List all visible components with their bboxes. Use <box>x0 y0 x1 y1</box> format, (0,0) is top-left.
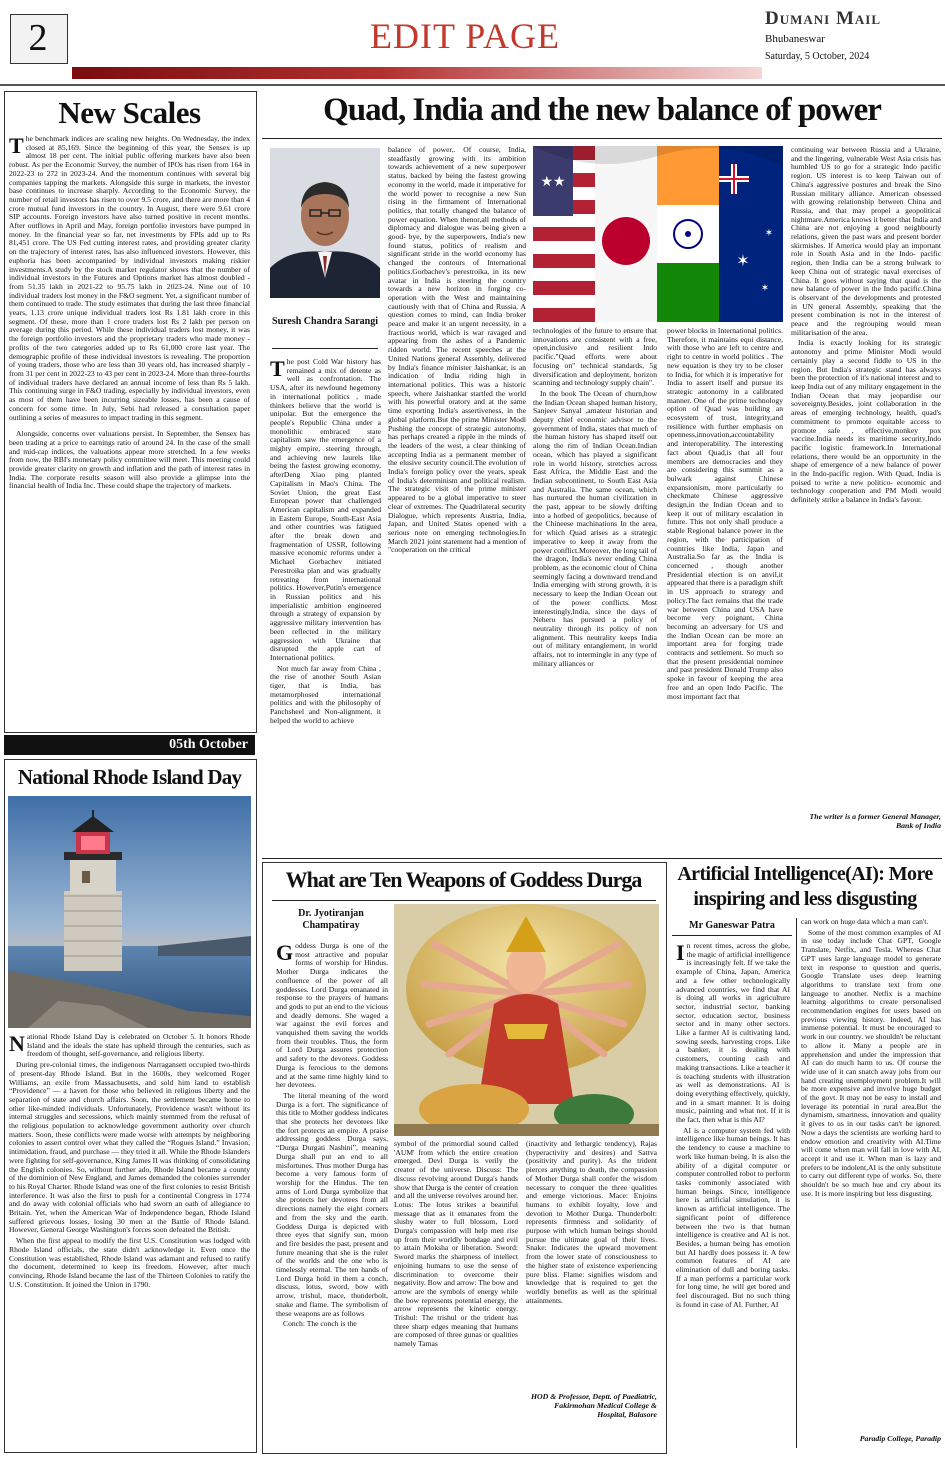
dropcap: T <box>9 135 24 158</box>
durga-author: Dr. Jyotiranjan Champatiray <box>298 908 364 931</box>
paragraph: India is exactly looking for its strategic autonomy and prime Minister Modi would certainly play a second fiddle to US in the region. But India's strategic stand has always been the protection of it's national interest and to keep India out of any military engagement in the Indian Ocean that may jeopardise our sovereignty.Besides, joint collaboration in the areas of emerging technology, health, quad's commitment to promote equitable access to promote safe , effective,monkey pox vaccine.India needs its maritime security,Indo pacific logistic framework.In International relations, there would be an opportunity in the shape of emergence of a new balance of power in the Indo-pacific region. With Quad, India is poised to write a new politico- economic and technology cooperation and PM Modi would definitely strike a balance in India's favour. <box>791 338 941 505</box>
rhode-title: National Rhode Island Day <box>17 765 242 789</box>
durga-headline: What are Ten Weapons of Goddess Durga <box>285 867 642 892</box>
dropcap: G <box>276 942 294 965</box>
svg-text:★★: ★★ <box>540 174 566 190</box>
rule <box>796 918 797 1448</box>
quad-headline: Quad, India and the new balance of power <box>323 92 881 128</box>
quad-col-1 <box>270 358 381 854</box>
dropcap: T <box>270 358 285 381</box>
durga-credit: HOD & Professor, Deptt. of Paediatric, Fakirmohan Medical College & Hospital, Balasore <box>530 1392 657 1419</box>
durga-col-3 <box>526 1140 657 1380</box>
svg-text:✶: ✶ <box>760 283 770 294</box>
paragraph: When the first appeal to modify the first U.S. Constitution was lodged with Rhode Island officials, the state didn't acknowledge it. Even once the Constitution was established, Rhode Island was adamant and refused to ratify the document, determined to keep its freedom. However, after much convincing, Rhode Island became the last of the Thirteen Colonies to ratify the U.S. Constitution. It joined the Union in 1790. <box>9 1236 250 1289</box>
paragraph: he post Cold War history has remained a mix of detente as well as confrontation. The USA, after its newfound hegemony in international politics , made thinkers believe that the world is unipolar. But the emergence the people's Republic China under a monolithic embraced state capitalism saw the emergence of a mighty empire, steering through, and achieving new laurels like being the fastest growing economy, afterDeng Xiao ping planted Capitalism in Mao's China. The Soviet Union, the great East European power that challenged American capitalism and expanded in Eastern Europe, South-East Asia and other countries was fatigued after the break down and fragmentation of USSR, following massive economic reforms under a Michael Gorbachev initiated Perestroika plan and was gradually retreating from international politics. However,Putin's emergence in Russian politics and his imperialistic ambition engineered through a strategy of expansion by aggressive military intervention has been reflected in the military aggression with Ukraine that disrupted the apple cart of International politics. <box>270 358 381 662</box>
india-flag <box>657 146 719 322</box>
ai-headline: Artificial Intelligence(AI): More inspiring and less disgusting <box>677 863 933 910</box>
rule <box>272 348 378 349</box>
svg-text:✶: ✶ <box>764 228 774 239</box>
paragraph: balance of power,. Of course, India, steadfastly growing with its ambition towards achievement of a new superpower status, backed by being the fastest growing economy in the world, made it imperative for the world power to recognise a new Sun rising in the firmament of International politics, that totally changed the balance of power equation. When thenor,all methods of diplomacy and dialogue was being given a good- bye, by the superpowers, India's new found status, politics of realism and significant stride in the world economy has changed the contours of International politics.Gorbachev's perestroika, in its new avatar in India is steering the country towards a new horizon in forging co-operation with the West and maintaining cautiously with that of China and Russia. A question comes to mind, can India broker peace and make it an urgent necessity, in a fractious world, which is war ravaged and appearing from the ashes of a Pandemic ridden world. The recent speeches at the United Nations general Assembly, delivered by India's finance minister Jaishankar, is an indication of India riding high in international politics. This was a historic speech, where Jaishankar startled the world with his powerful oratory and at the same time exporting India's assertiveness, in the global platform.But the prime Minister Modi Pushing the concept of strategic autonomy, has perhaps created a ripple in the minds of the leaders of the west, a clear thinking of accepting India as a permanent member of the elusive security council.The evolution of India's foreign policy over the years, speak of India's determinism and political realism. The strategic visit of the prime minister appeared to be a global imperative to steer clear of extremes. The Quadrilateral security Dialogue, which represents Austria, India, Japan, and United States opened with a serious note on emerging technologies.In March 2021 joint statement had a mention of "cooperation on the critical <box>388 146 526 555</box>
paragraph: continuing war between Russia and a Ukraine, and the lingering, vulnerable West Asia crisis has humbled US to go for a strategic Indo pacific region. US interest is to keep Taiwan out of China's aggressive postures and break the Sino Russian military alliance. American obsessed with growing relationship between China and Russia, and that may propel a geopolitical nightmare.America knows it better that India and China are not enjoying a good neighbourly relations, given the past wars and present border skirmishes. If America would play an important role in South Asia and in the Indo- pacific region, then India can be a strong bulwark to keep China out of strategic naval exercises of China. It goes without saying that quad is the new balance of power in the Indo pacific.China is observant of the developments and protested in UN general Assembly, speaking that the present combination is not in the interest of peace and the regrouping would mean militarisation of the area. <box>791 146 941 337</box>
paragraph: oddess Durga is one of the most attractive and popular forms of worship for Hindus. Mother Durga indicates the confluence of the power of all goddesses. Lord Durga emanated in response to the prayers of humans and gods to put an end to the vicious and deadly demons. She waged a war against the evil forces and vanquished them saving the worlds from their troubles. Thus, the form of Lord Durga assures protection and safety to the devotees. Goddess Durga is ferocious to the demons and at the same time highly kind to her devotees. <box>276 942 388 1090</box>
paragraph: AI is a computer system fed with intelligence like human beings. It has the tendency to cause a machine to work like human being. It is also the ability of a digital computer or computer controlled robot to perform tasks commonly associated with human beings. Since, intelligence here is artificial simulation, it is known as artificial intelligence. The significant point of difference between the two is that human intelligence is creative and AI is not. Besides, a human being has emotion but AI hardly does possess it. A few common features of AI are elimination of dull and boring tasks. If a man performs a particular work for long time, he will get bored and feel discouraged. But no such thing is found in case of AI. Further, AI <box>676 1125 790 1309</box>
paragraph: n recent times, across the globe, the magic of artificial intelligence is increasingly felt. If we take the example of China, Japan, America and a few other technologically advanced countries, we find that AI is doing all works in agriculture sector, industrial sector, banking sector, education sector, business sector and in many other sectors. Like a farmer AI is cultivating land, sowing seeds, harvesting crops. Like a banker, it is dealing with customers, counting cash and making transactions. Like a teacher it is teaching students with illustration as well as demonstrations. AI is doing everything effectively, quickly, and in a smart manner. It is doing music, painting and what not. If it is the fact, then what is this AI? <box>676 942 790 1125</box>
ai-credit: Paradip College, Paradip <box>859 1434 941 1443</box>
paragraph: The literal meaning of the word Durga is a fort. The significance of this title to Mother goddess indicates that she protects her devotees like the fort protects an empire. A praise addressing goddess Durga says, “Durga Durgati Nashini”, meaning Durga shall put an end to all misfortunes. Thus mother Durga has become a very famous form of worship for the Hindus. The ten arms of Lord Durga symbolize that she protects her devotees from all directions namely the eight corners and from the sky and the earth. Goddess Durga is depicted with three eyes that signify sun, moon and fire besides the past, present and future meaning that she is the ruler of the worlds and the one who is timelessly eternal. The ten hands of Lord Durga hold in them a conch, discuss, lotus, sword, bow with arrow, trishul, mace, thunderbolt, snake and flame. The symbolism of these weapons are as follows <box>276 1090 388 1318</box>
quad-author: Suresh Chandra Sarangi <box>272 316 378 327</box>
paragraph: In the book The Ocean of churn,how the Indian Ocean shaped human history, Sanjeev Sanyal ,amateur historian and deputy chief economic advisor to the government of India, states that much of the human history has shaped itself out along the rim of Indian Ocean.Indian ocean, which has played a significant role in world history, stretches across East Africa, the Middle East and the Indian subcontinent, to South East Asia and Australia. The same ocean, which has nurtured the human civilization in the past, appear to be slowly drifting into a hotbed of geopolitics, because of the Chineese machinations In the area, for which Quad arises as a strategic imperative to keep it away from the power conflict.Moreover, the long tail of the dragon, India's never ending China problem, as the economic clout of China seemingly facing a downward trend.and India emerging with strong growth, it is necessary to keep the Indian Ocean out of the power conflicts. Most interestingly,India, since the days of Neheru has pursued a policy of neutrality through its policy of non alignment. This neutrality keeps India out of military entanglement, in world affairs, not to intermingle in any type of military alliances or <box>533 388 657 668</box>
paragraph: he benchmark indices are scaling new heights. On Wednesday, the index closed at 85,169. Since the beginning of this year, the Sensex is up almost 18 per cent. The initial public offering markets have also been robust. As per the Economic Survey, the number of IPOs has risen from 164 in 2022-23 to 272 in 2023-24. And the momentum continues with several big companies tapping the markets. Alongside this surge in markets, the investor base continues to increase sharply. According to the Economic Survey, the number of retail investors has risen to over 9.5 crore, and there are more than 4 crore mutual fund investors in the country. In August, there were 9.61 crore SIP accounts. Foreign investors have also turned positive in recent months. After outflows in April and May, foreign portfolio investors have pumped in money. In the financial year so far, net investments by FPIs add up to Rs 81,451 crore. The US Fed cutting interest rates, and providing greater clarity on the trajectory of interest rates, has also influenced investors. However, this euphoria has been accompanied by individual investors making riskier investments.A study by the stock market regulator shows that the number of individual investors in the Futures and Options market has almost doubled - from 51.35 lakh in 2021-22 to 95.75 lakh in 2023-24. Nine out of 10 individual traders lost money in the F&O segment. Yet, a significant number of them continued to trade. The study estimates that during the last three financial years, 1.13 crore unique individual traders lost Rs 1.81 lakh crore in this segment. Of these, more than 1 crore traders lost Rs 2 lakh per person on average during this period. While these individual traders lost money, it was the foreign portfolio investors and the proprietary traders who made money - profits of the two categories added up to Rs 61,000 crore last year. The demographic profile of these individual investors is revealing. The proportion of young traders, those who are less than 30 years old, has increased sharply - from 31 per cent in 2022-23 to 43 per cent in 2023-24. More than three-fourths of individual traders have declared an annual income of less than Rs 5 lakh. This continuing surge in F&O trading, especially by individual investors, even as most of them have been incurring sizeable losses, has been a cause of concern for some time. In July, Sebi had released a consultation paper outlining a series of measures to impact trading in this segment. <box>9 135 250 422</box>
ai-col-2 <box>801 918 941 1426</box>
paragraph: Not much far away from China , the rise of another South Asian tiger, that is India, has metamorphosed international politics and with the philosophy of Panchsheel and Non-alignment, it helped the world to achieve <box>270 663 381 725</box>
new-scales-body <box>9 135 250 729</box>
durga-col-1 <box>276 942 388 1447</box>
masthead <box>0 0 945 86</box>
flags-graphic <box>533 146 783 322</box>
rhode-body <box>9 1033 250 1447</box>
us-flag <box>533 146 595 322</box>
paragraph: technologies of the future to ensure that innovations are consistent with a free, open,inclusive and resilient Indo pacific."Quad efforts were about focusing on" technical standards, 5g diversification and deployment, horizon scanning and technology supply chain". <box>533 327 657 388</box>
paragraph: Conch: The conch is the <box>283 1319 357 1329</box>
rule <box>262 858 942 859</box>
quad-flags-photo <box>533 146 783 322</box>
durga-col-2 <box>394 1140 518 1447</box>
lighthouse-photo <box>8 796 251 1028</box>
paragraph: power blocks in International politics. Therefore, it maintains equi distance, with those who are left to centre and right to centre in world politics . The new equation is they try to be closer to India, for which it is imperative for India to assert itself and pursue its strategic autonomy in a calibrated manner. One of the prime technology option of Quad was building an ecosystem of trust, integrity,and resilience with further emphasis on openness,innovation,accountability and interoperability. The interesting fact about Quad,is that all four members are democracies and they are considering this summit as a bulwark against Chinese expansionism, more particularly to checkmate Chinese aggressive design,in the Indian Ocean and to keep it out of military escalation in future. This not only shall produce a stable Regional balance power in the region, with the participation of countries like India, Japan and Australia.So far as the India is concerned , though another Presidential election is on anvil,it appeared that there is a paradigm shift in US approach to strategy and policy.The fact remains that the trade war between China and USA have become very poignant, China becoming an adversary for US and the Indian Ocean can be more an important area for forging trade contracts and settlement. So much so that the present presidential nominee and past president Donald Trump also spoke in favour of keeping the area free and an open Indo Pacific. The most important fact that <box>667 327 783 701</box>
rule <box>272 900 656 901</box>
paragraph: During pre-colonial times, the indigenous Narragansett occupied two-thirds of present-day Rhode Island. But in the 1600s, they welcomed Roger Williams, an exile from Massachusetts, and sold him land to establish “Providence” — a haven for those who believed in religious liberty and the separation of state and church affairs. Soon, the settlement became home to other like-minded individuals. Unfortunately, Providence wasn't without its internal struggles and secessions, which mainly stemmed from the refusal of the religious population to acknowledge government authority over church matters. Soon, these conflicts were made worse with attempts by neighboring colonies to assert control over what they called the “Rogues Island.” Invasion, intimidation, fraud, and purchase — they tried it all. While the Rhode Islanders were fighting for self-governance, King James II was thinking of consolidating the English colonies. So, without further ado, Rhode Island became a county of the dominion of New England, and James demanded the colonies surrender to his Royal Charter. Rhode Island was one of the first colonies to resist British interference. It was also the first to push for a continental Congress in 1774 and do away with colonial officials who had sworn an oath of allegiance to Britain. Yet, when the American War of Independence began, Rhode Island suffered grievous losses, losing 30 men at the Battle of Rhode Island. However, General George Washington's forces soon defeated the British. <box>9 1060 250 1235</box>
ai-col-1 <box>676 942 790 1452</box>
page-number: 2 <box>28 17 48 59</box>
ai-author: Mr Ganeswar Patra <box>689 920 775 931</box>
australia-flag <box>719 146 783 322</box>
rule <box>672 935 792 936</box>
new-scales-title: New Scales <box>58 95 201 130</box>
quad-col-4 <box>667 327 783 854</box>
durga-idol-photo <box>394 904 659 1136</box>
dropcap: N <box>9 1033 25 1056</box>
day-band-label: 05th October <box>169 737 248 752</box>
masthead-bar <box>72 67 762 79</box>
paragraph: symbol of the primordial sound called 'AUM' from which the entire creation emerged. Devi Durga is verily the creator of the universe. Discuss: The discuss revolving around Durga's hands show that Durga is the center of creation and all the universe revolves around her. Lotus: The lotus strikes a beautiful message that as it emanates from the slushy water to full blossom, Lord Durga's compassion will help men rise up from their worldly bondage and evil to attain Moksha or liberation. Sword: Sword marks the sharpness of intellect enjoining humans to use the sense of discrimination to overcome their negativity. Bow and arrow: The bow and arrow are the symbols of energy while the bow represents potential energy, the arrow represents the kinetic energy. Trishul: The trishul or the trident has three sharp edges meaning that humans are composed of three gunas or qualities namely Tamas <box>394 1140 518 1349</box>
rule <box>262 138 942 139</box>
section-title: EDIT PAGE <box>369 16 561 56</box>
masthead-bottom-rule <box>0 84 945 86</box>
quad-col-3 <box>533 327 657 854</box>
date: Saturday, 5 October, 2024 <box>765 51 870 62</box>
city: Bhubaneswar <box>765 33 825 45</box>
svg-text:✶: ✶ <box>736 251 750 270</box>
paper-name: Dumani Mail <box>765 8 882 29</box>
paragraph: (inactivity and lethargic tendency), Rajas (hyperactivity and desires) and Sattva (positivity and purity). As the trident pierces anything to death, the compassion of Mother Durga shall confer the wisdom necessary to conquer the three qualities and emerge victorious. Mace: Enjoins humans to exhibit loyalty, love and devotion to Mother Durga. Thunderbolt: represents firmness and solidarity of purpose with which human beings should pursue the ultimate goal of their lives. Snake: Indicates the upward movement from the lower state of consciousness to the higher state of existence experiencing pure bliss. Flame: signifies wisdom and knowledge that is required to get the worldly benefits as well as the spiritual attainments. <box>526 1140 657 1305</box>
paragraph: Some of the most common examples of AI in use today include Chat GPT, Google Translate, Netfix, and Tesla. Whereas Chat GPT uses large language model to generate text in response to question and queris, Google Translate uses deep learning algorithms to translate text from one language to another. Netfix is a machine learning algorithms to create personalised recommendation engines for users based on previous viewing history. Indeed, AI has immense potential. It must be encouraged to work in our country. we shouldn't be reluctant to allow it. Many a people are in apprehension and under the impression that AI can do much harm to us. Of course the wide use of it can snatch away jobs from our hand creating unemployment problem.It will be more expensive and involve huge budget of the govt. It may not be easy to install and leverage its potential in rural area.But the dynamism, smartness, innovation and quality it gives to us in our tasks can't be ignored. Now a days the scientists are working hard to endow emotion and creativity with AI.Time will come when man will fall in love with AI, accept it and use it. When man is lazy and prefers to be indolent,AI is the only substitute to carry out different type of works. So, there shouldn't be so much hue and cry about its use. It is more inspiring but less disgusting. <box>801 927 941 1198</box>
quad-credit: The writer is a former General Manager, Bank of India <box>809 812 941 830</box>
author-photo <box>270 148 380 298</box>
dropcap: I <box>676 942 685 965</box>
japan-flag <box>595 146 657 322</box>
paragraph: ational Rhode Island Day is celebrated on October 5. It honors Rhode Island and the ideals the state has upheld through the centuries, such as freedom of thought, self-governance, and religious liberty. <box>26 1033 250 1059</box>
paragraph: can work on huge data which a man can't. <box>801 918 929 926</box>
quad-col-2 <box>388 146 526 854</box>
paragraph: Alongside, concerns over valuations persist. In September, the Sensex has been trading at a price to earnings ratio of around 24. In the case of the small and mid-cap indices, the valuations appear more stretched. In a few weeks from now, the RBI's monetary policy committee will meet. This meeting could provide greater clarity on growth and inflation and the path of interest rates in India. The corporate results season will also provide a glimpse into the financial health of India Inc. These could shape the trajectory of markets. <box>9 429 250 491</box>
quad-col-5 <box>791 146 941 780</box>
